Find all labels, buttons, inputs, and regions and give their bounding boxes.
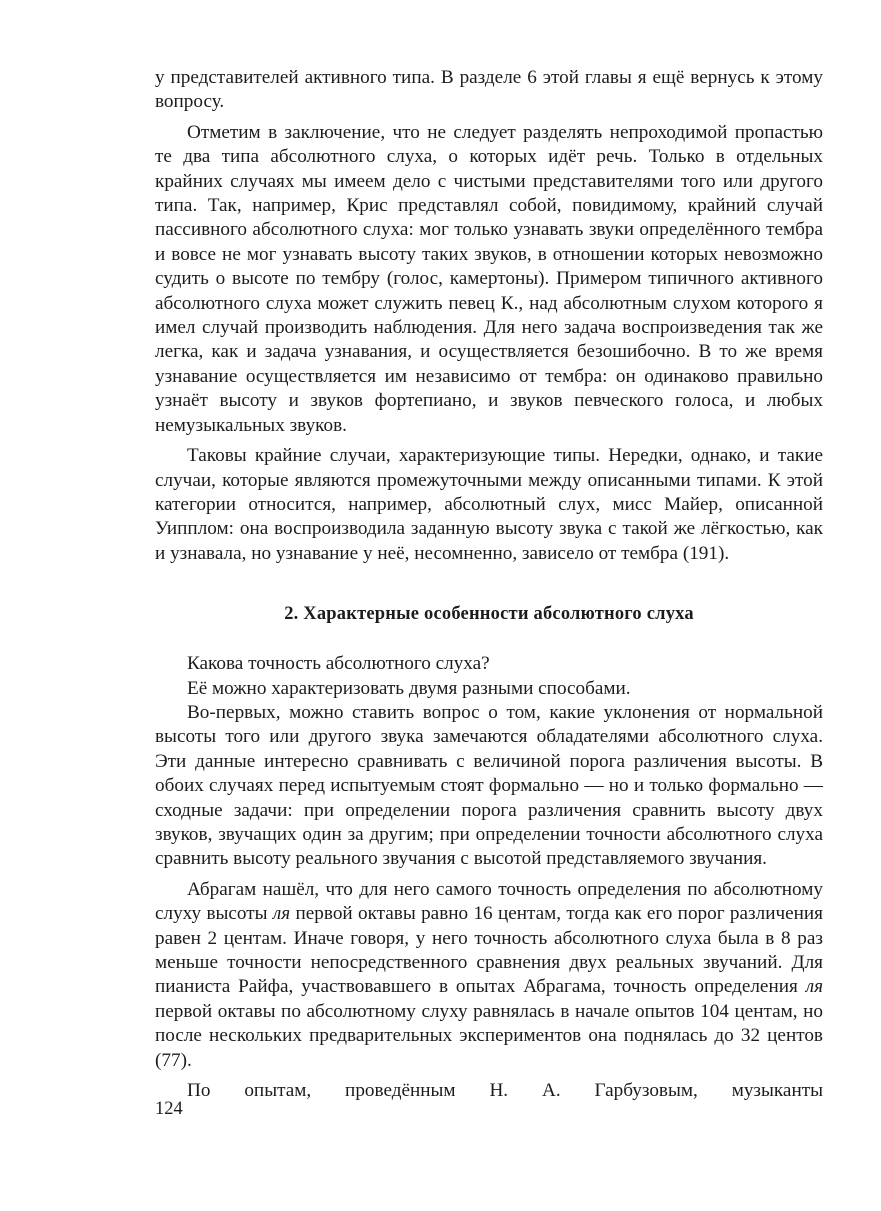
italic-term: ля [805, 976, 823, 998]
paragraph: Во-первых, можно ставить вопрос о том, какие уклонения от нормальной высоты того или другого звука замечаются обладателями абсолютного слуха. Эти данные интересно сравнивать с величиной порога различения высоты. В обоих случаях перед испытуемым стоят формально — но и только формально — сходные задачи: при определении порога различения сравнить высоту двух звуков, звучащих один за другим; при определении точности абсолютного слуха сравнить высоту реального звучания с высотой представляемого звучания. [155, 701, 823, 870]
text-run: Абрагам нашёл, что для него самого точность определения по абсолютному слуху высоты [155, 878, 823, 925]
paragraph: у представителей активного типа. В разделе 6 этой главы я ещё вернусь к этому вопросу. [155, 67, 823, 113]
italic-term: ля [272, 903, 291, 925]
section-heading: 2. Характерные особенности абсолютного слуха [284, 604, 694, 625]
paragraph: Отметим в заключение, что не следует разделять непроходимой пропастью те два типа абсолютного слуха, о которых идёт речь. Только в отдельных крайних случаях мы имеем дело с чистыми представителями того или другого типа. Так, например, Крис представлял собой, повидимому, крайний случай пассивного абсолютного слуха: мог только узнавать звуки определённого тембра и вовсе не мог узнавать высоту таких звуков, в отношении которых невозможно судить о высоте по тембру (голос, камертоны). Примером типичного активного абсолютного слуха может служить певец К., над абсолютным слухом которого я имел случай производить наблюдения. Для него задача воспроизведения так же легка, как и задача узнавания, и осуществляется безошибочно. В то же время узнавание осуществляется им независимо от тембра: он одинаково правильно узнаёт высоту и звуков фортепиано, и звуков певческого голоса, и любых немузыкальных звуков. [155, 121, 823, 436]
text-run: первой октавы равно 16 центам, тогда как его порог различения равен 2 центам. Иначе говоря, у него точность абсолютного слуха была в 8 раз меньше точности непосредственного сравнения двух реальных звучаний. Для пианиста Райфа, участвовавшего в опытах Абрагама, точность определения [155, 903, 823, 998]
page-body [155, 66, 823, 1103]
paragraph: Какова точность абсолютного слуха? [187, 653, 490, 675]
paragraph-last: По опытам, проведённым Н. А. Гарбузовым, музыканты [187, 1080, 823, 1102]
page-number: 124 [155, 1099, 183, 1119]
paragraph: Её можно характеризовать двумя разными способами. [187, 677, 631, 699]
paragraph-abragam [155, 878, 823, 1073]
paragraph: Таковы крайние случаи, характеризующие типы. Нередки, однако, и такие случаи, которые являются промежуточными между описанными типами. К этой категории относится, например, абсолютный слух, мисс Майер, описанной Уипплом: она воспроизводила заданную высоту звука с такой же лёгкостью, как и узнавала, но узнавание у неё, несомненно, зависело от тембра (191). [155, 445, 823, 564]
text-run: первой октавы по абсолютному слуху равнялась в начале опытов 104 центам, но после нескольких предварительных экспериментов она поднялась до 32 центов (77). [155, 1000, 823, 1071]
